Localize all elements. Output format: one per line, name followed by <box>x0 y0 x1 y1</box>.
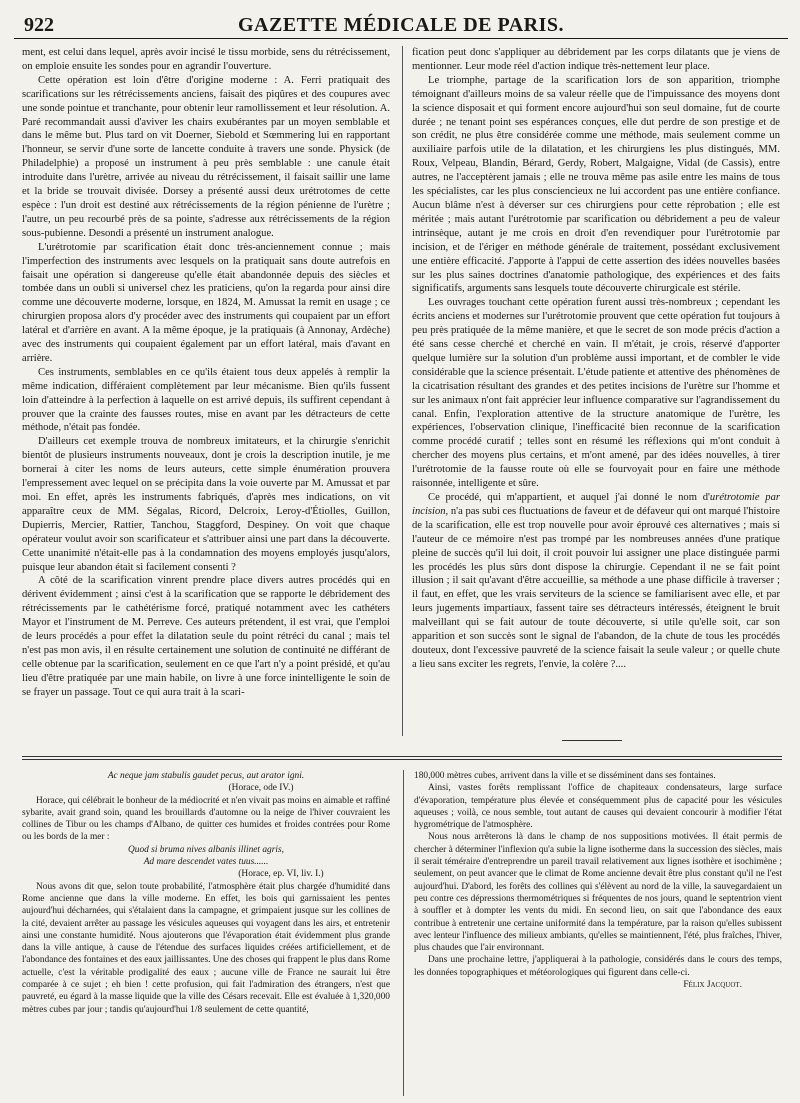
paragraph: Nous nous arrêterons là dans le champ de nos suppositions motivées. Il était permis de chercher à déterminer l'inflexion qu'a subie la ligne isotherme dans la succession des siècles, mais il serait téméraire d'entreprendre un pareil travail relativement aux lignes isothère et isochimène ; seulement, on peut avancer que le climat de Rome ancienne devait être plus constant qu'il ne l'est aujourd'hui. D'abord, les forêts des collines qui s'élèvent au nord de la ville, la sauvegardaient un peu contre ces dépressions thermométriques si fréquentes de nos jours, quand le septentrion vient à souffler et à dompter les vents du midi. En second lieu, on sait que l'abondance des eaux contribue à entretenir une certaine uniformité dans la température, par la raison qu'elles subissent avec lenteur l'influence des milieux ambiants, qu'elles se maintiennent, l'été, plus fraîches, l'hiver, plus chaudes que l'air environnant. <box>414 832 782 954</box>
paragraph: Dans une prochaine lettre, j'appliquerai à la pathologie, considérés dans le cours des temps, les données topographiques et météorologiques qui figurent dans celle-ci. <box>414 955 782 978</box>
epigraph-line: Ad mare descendet vates tuus...... <box>143 857 269 868</box>
paragraph: Horace, qui célébrait le bonheur de la médiocrité et n'en vivait pas moins en aimable et raffiné sybarite, avait grand soin, quand les brouillards d'automne ou la neige de l'hiver couvraient les collines de Tibur ou les champs d'Albano, de quitter ces humides et froides contrées pour Rome ou les bords de la mer : <box>22 795 390 843</box>
paragraph-text: , n'a pas subi ces fluctuations de faveur et de défaveur qui ont marqué l'histoire de la scarification, elle est trop nouvelle pour avoir éprouvé ces alternatives ; mais si l'auteur de ce mémoire n'est pas trompé par les nombreuses années d'une pratique pleine de succès qu'il lui doit, il croit pouvoir lui assigner une place distinguée parmi les procédés les plus sûrs dont dispose la chirurgie. Cependant il ne se fait point illusion ; il sait qu'avant d'être accueillie, sa méthode a une phase difficile à traverser ; il faut, en effet, que les vrais serviteurs de la science se familiarisent avec elle, et par leurs jugements impartiaux, fassent taire ses détracteurs intéressés, éteignent le bruit malveillant qui se fait autour de toute découverte, si utile qu'elle soit, car son apparition et son succès sont le signal de l'abandon, de la chute de tous les procédés douteux, dont l'excessive pauvreté de la science faisait la seule valeur ; or quelle chute a lieu sans exciter les regrets, l'envie, la colère ?.... <box>412 505 780 670</box>
article-upper <box>22 46 782 736</box>
upper-left-column <box>22 46 390 736</box>
paragraph: Ainsi, vastes forêts remplissant l'office de chapiteaux condensateurs, large surface d'évaporation, température plus élevée et conséquemment plus de capacité pour les vésicules aqueuses ; voilà, ce nous semble, tout autant de causes qui devaient concourir à modifier l'état hygrométrique de l'atmosphère. <box>414 783 782 831</box>
paragraph: A côté de la scarification vinrent prendre place divers autres procédés qui en dérivent évidemment ; ainsi c'est à la scarification que se rapporte le débridement des rétrécissements par le cathétérisme forcé, pratiqué notamment avec les cathéters Mayor et l'instrument de M. Perreve. Ces auteurs prétendent, il est vrai, que l'emploi de leurs procédés a pour effet la dilatation seule du point rétréci du canal ; mais tel n'est pas mon avis, il en résulte certainement une solution de continuité ne différant de celle obtenue par la scarification, seulement en ce que l'art n'y a point présidé, et qu'au lieu d'être pratiquée par une main habile, on livre à une force inintelligente le soin de se frayer un passage. Tout ce qui aura trait à la scari- <box>22 575 390 698</box>
paragraph: Cette opération est loin d'être d'origine moderne : A. Ferri pratiquait des scarifications sur les rétrécissements anciens, faisait des piqûres et des coupures avec une sonde pointue et tranchante, pour obtenir leur ramollissement et leur résolution. A. Paré recommandait aussi d'aviver les chairs exubérantes par un moyen semblable et dans le même but. Plus tard on vit Doerner, Siebold et Sœmmering lui en rapportant l'honneur, se servir d'une sorte de lancette conduite à travers une sonde. Physick (de Philadelphie) a proposé un instrument à peu près semblable : une canule était introduite dans l'urètre, arrivée au niveau du rétrécissement, il faisait saillir une lame et la bride se trouvait divisée. Dorsey a présenté aussi deux urétrotomes de cette espèce : l'un droit est destiné aux rétrécissements de la région pénienne de l'urètre ; l'autre, un peu recourbé près de sa pointe, s'adresse aux rétrécissements de la région sous-pubienne. Desondi a présenté un instrument analogue. <box>22 74 390 239</box>
paragraph: Le triomphe, partage de la scarification lors de son apparition, triomphe témoignant d'ailleurs moins de sa valeur réelle que de l'impuissance des moyens dont la science disposait et qui forment encore aujourd'hui son seul domaine, fut de courte durée ; ne tenant point ses espérances conçues, elle dut perdre de son prestige et de son crédit, ne plus être considérée comme une méthode, mais seulement comme un auxiliaire parfois utile de la dilatation, et les chirurgiens les plus distingués, MM. Roux, Velpeau, Blandin, Bérard, Gerdy, Robert, Malgaigne, Vidal (de Cassis), entre autres, ne l'acceptèrent jamais ; elle ne trouva même pas asile entre les mains de tous les spécialistes, car les plus consciencieux ne lui accordent pas une entière confiance. Aucun blâme n'est à déverser sur ces chirurgiens pour cette réprobation ; elle est méritée ; mais autant l'urétrotomie par scarification ou débridement a peu de valeur intrinsèque, autant je me crois en droit d'en revendiquer pour l'urétrotomie par incision, et de l'ériger en méthode générale de traitement, possédant exclusivement une entière efficacité. J'apporte à l'appui de cette assertion des idées nouvelles basées sur les plus saines doctrines d'anatomie pathologique, des expériences et des faits significatifs, arguments sans lesquels toute découverte chirurgicale est stérile. <box>412 74 780 295</box>
paragraph: D'ailleurs cet exemple trouva de nombreux imitateurs, et la chirurgie s'enrichit bientôt de plusieurs instruments nouveaux, dont je crois la description inutile, je me bornerai à citer les noms de leurs auteurs, cette simple énumération prouvera l'empressement avec lequel on se précipita dans la voie ouverte par M. Amussat et par moi. En effet, après les instruments fabriqués, d'après mes indications, on vit apparaître ceux de MM. Ségalas, Ricord, Delcroix, Leroy-d'Étiolles, Guillon, Dupierris, Mercier, Rattier, Tanchou, Staggford, Despiney. On voit que chaque opérateur voulut avoir son scarificateur et s'attribuer ainsi une part dans la découverte. Cette unanimité n'était-elle pas à la condamnation des moyens employés jusqu'alors, puisque leur abandon était si facilement consenti ? <box>22 436 390 573</box>
paragraph: ment, est celui dans lequel, après avoir incisé le tissu morbide, sens du rétrécissement, on emploie ensuite les sondes pour en agrandir l'ouverture. <box>22 47 390 72</box>
epigraph <box>22 844 390 881</box>
epigraph-reference: (Horace, ep. VI, liv. I.) <box>238 869 324 880</box>
section-divider <box>22 759 782 760</box>
upper-right-column <box>412 46 780 736</box>
paragraph <box>412 491 780 672</box>
paragraph: Nous avons dit que, selon toute probabilité, l'atmosphère était plus chargée d'humidité dans Rome ancienne que dans la ville moderne. En effet, les bois qui garnissaient les pentes aujourd'hui décharnées, qui s'étalaient dans la campagne, et grimpaient jusque sur les collines de la cité, devaient arrêter au passage les vésicules aqueuses qui voyagent dans les airs, et entretenir ainsi une constante humidité. Nous ajouterons que l'évaporation était évidemment plus grande dans la ville antique, à cause de l'étendue des surfaces liquides créées artificiellement, et de l'abondance des fontaines et des eaux jaillissantes. Une des choses qui frappent le plus dans Rome actuelle, c'est la véritable prodigalité des eaux ; aucune ville de France ne saurait lui être comparée à ce sujet ; eh bien ! cette profusion, qui fait l'admiration des étrangers, n'est que pauvreté, eu égard à la masse liquide que la ville des Césars recevait. Elle est évaluée à 1,320,000 mètres cubes par jour ; tandis qu'aujourd'hui 1/8 seulement de cette quantité, <box>22 881 390 1015</box>
journal-title: GAZETTE MÉDICALE DE PARIS. <box>237 14 565 36</box>
italic-term: urétrotomie par incision <box>412 492 780 517</box>
paragraph: Les ouvrages touchant cette opération furent aussi très-nombreux ; cependant les écrits anciens et modernes sur l'urétrotomie prouvent que cette opération fut toujours à peu près pratiquée de la même manière, et que le secret de son mode précis d'action a été sans cesse cherché et cherché en vain. Il m'était, je crois, réservé d'apporter quelque lumière sur la solution d'un problème aussi important, et de combler le vide considérable que la science présentait. L'étude patiente et attentive des phénomènes de la cicatrisation résultant des grandes et des petites incisions de l'urètre sur l'homme et sur les animaux n'ont fait apprécier leur influence comparative sur l'agrandissement du canal. Enfin, l'exploration attentive de la structure anatomique de l'urètre, les expériences, l'observation clinique, l'inefficacité bien reconnue de la scarification comme procédé curatif ; telles sont en résumé les réflexions qui m'ont conduit à chercher des moyens plus certains, et m'ont amené, par des idées nouvelles, à tirer l'urétrotomie de la fausse route où elle se fourvoyait pour en faire une méthode raisonnée, intelligente et sûre. <box>412 297 780 490</box>
paragraph-text: Ce procédé, qui m'appartient, et auquel j'ai donné le nom d' <box>428 492 710 503</box>
newspaper-page <box>14 8 788 1096</box>
author-signature: Félix Jacquot. <box>683 980 742 991</box>
page-number: 922 <box>24 14 54 36</box>
end-rule <box>562 740 622 741</box>
paragraph: Ces instruments, semblables en ce qu'ils étaient tous deux appelés à remplir la même indication, différaient complètement par leur mécanisme. Bien qu'ils fussent loin d'atteindre à la perfection à laquelle on est arrivé depuis, ils suffirent cependant à prouver que la crainte des fausses routes, mise en avant par les détracteurs de cette méthode, n'était pas fondée. <box>22 366 390 434</box>
epigraph-line: Quod si bruma nives albanis illinet agris, <box>128 844 284 855</box>
lower-left-column <box>22 770 390 1096</box>
column-divider <box>403 770 404 1096</box>
epigraph <box>22 770 390 795</box>
paragraph: L'urétrotomie par scarification était donc très-anciennement connue ; mais l'imperfection des instruments avec lesquels on la pratiquait sans doute autrefois en faisait une opération si dangereuse qu'elle était abandonnée depuis des siècles et tombée dans un oubli si universel chez les praticiens, qu'on la regarda pour ainsi dire comme une découverte moderne, lorsque, en 1824, M. Amussat la remit en usage ; ce chirurgien proposa alors d'y procéder avec des instruments qui coupaient par un effort latéral et d'arrière en avant. A la même époque, je la pratiquais (à Annonay, Ardèche) avec des instruments qui coupaient également par un effort latéral, mais d'avant en arrière. <box>22 241 390 364</box>
lower-right-column <box>414 770 782 1096</box>
article-lower <box>22 770 782 1096</box>
column-divider <box>402 46 403 736</box>
paragraph: fication peut donc s'appliquer au débridement par les corps dilatants que je viens de mentionner. Leur mode réel d'action indique très-nettement leur place. <box>412 47 780 72</box>
paragraph: 180,000 mètres cubes, arrivent dans la ville et se disséminent dans ses fontaines. <box>414 771 716 781</box>
page-header <box>14 8 788 39</box>
epigraph-line: Ac neque jam stabulis gaudet pecus, aut arator igni. <box>107 771 305 781</box>
epigraph-reference: (Horace, ode IV.) <box>228 783 294 794</box>
section-divider <box>22 756 782 757</box>
